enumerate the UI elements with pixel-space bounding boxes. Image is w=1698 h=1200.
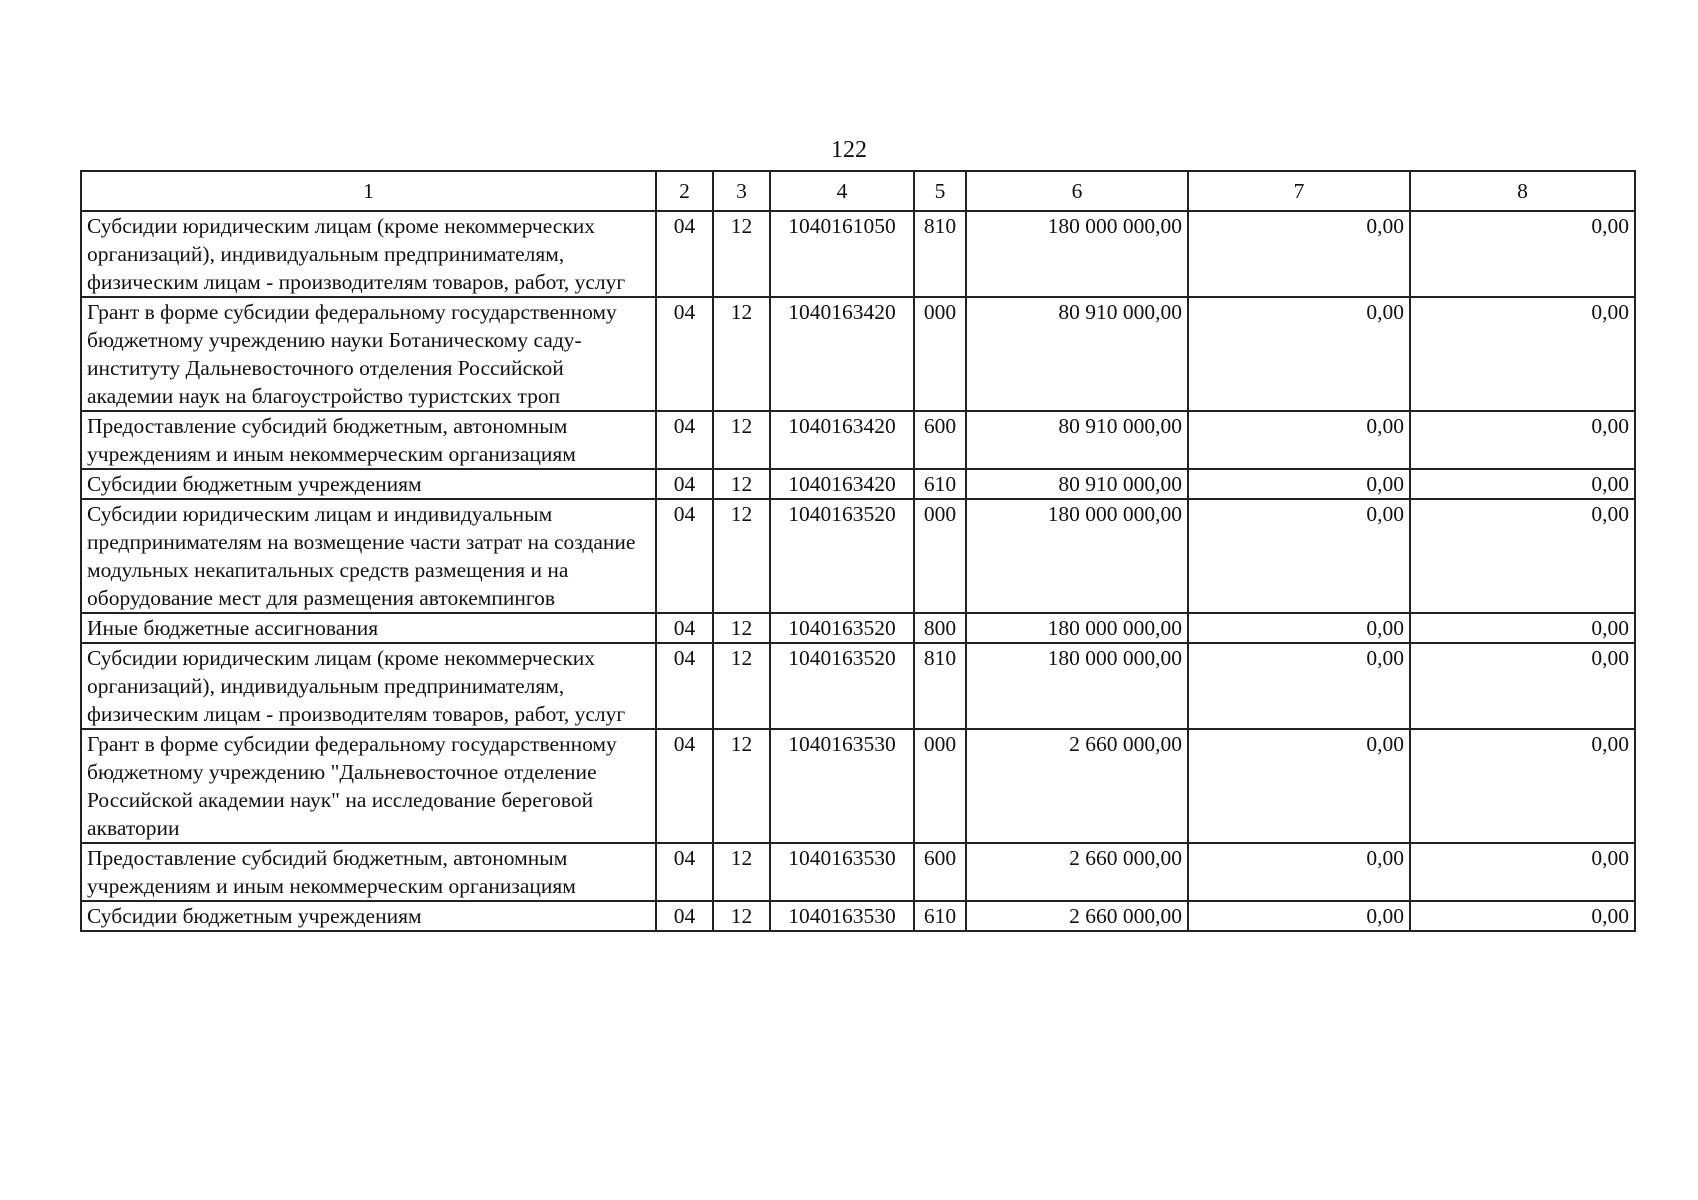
amount-col-8: 0,00 [1410,211,1635,297]
column-header: 8 [1410,171,1635,211]
expense-type-code: 000 [914,499,966,613]
amount-col-6: 180 000 000,00 [966,613,1188,643]
page-number: 122 [831,137,867,163]
amount-col-7: 0,00 [1188,499,1410,613]
amount-col-8: 0,00 [1410,469,1635,499]
subsection-code: 12 [713,297,770,411]
table-row [81,297,1635,411]
section-code: 04 [656,411,713,469]
table-row [81,469,1635,499]
column-header: 5 [914,171,966,211]
subsection-code: 12 [713,843,770,901]
header-row [81,171,1635,211]
subsection-code: 12 [713,499,770,613]
amount-col-6: 180 000 000,00 [966,211,1188,297]
section-code: 04 [656,613,713,643]
expense-type-code: 810 [914,211,966,297]
section-code: 04 [656,469,713,499]
amount-col-6: 180 000 000,00 [966,499,1188,613]
table-row [81,211,1635,297]
section-code: 04 [656,729,713,843]
amount-col-7: 0,00 [1188,729,1410,843]
amount-col-8: 0,00 [1410,901,1635,931]
amount-col-7: 0,00 [1188,211,1410,297]
subsection-code: 12 [713,613,770,643]
amount-col-7: 0,00 [1188,411,1410,469]
amount-col-8: 0,00 [1410,499,1635,613]
row-name: Субсидии юридическим лицам (кроме некоммерческих организаций), индивидуальным предпринимателям, физическим лицам - производителям товаров, работ, услуг [81,211,656,297]
expense-type-code: 600 [914,843,966,901]
section-code: 04 [656,211,713,297]
expense-type-code: 600 [914,411,966,469]
amount-col-7: 0,00 [1188,901,1410,931]
amount-col-7: 0,00 [1188,613,1410,643]
target-article-code: 1040163520 [770,613,914,643]
table-row [81,643,1635,729]
amount-col-6: 80 910 000,00 [966,469,1188,499]
subsection-code: 12 [713,901,770,931]
expense-type-code: 610 [914,901,966,931]
target-article-code: 1040163420 [770,411,914,469]
expense-type-code: 810 [914,643,966,729]
target-article-code: 1040163530 [770,729,914,843]
expense-type-code: 610 [914,469,966,499]
subsection-code: 12 [713,643,770,729]
amount-col-7: 0,00 [1188,843,1410,901]
section-code: 04 [656,643,713,729]
section-code: 04 [656,901,713,931]
column-header: 7 [1188,171,1410,211]
section-code: 04 [656,297,713,411]
amount-col-8: 0,00 [1410,729,1635,843]
amount-col-6: 2 660 000,00 [966,901,1188,931]
subsection-code: 12 [713,729,770,843]
amount-col-8: 0,00 [1410,411,1635,469]
amount-col-8: 0,00 [1410,643,1635,729]
subsection-code: 12 [713,469,770,499]
column-header: 3 [713,171,770,211]
row-name: Субсидии бюджетным учреждениям [81,469,656,499]
target-article-code: 1040163520 [770,499,914,613]
amount-col-6: 180 000 000,00 [966,643,1188,729]
section-code: 04 [656,499,713,613]
row-name: Предоставление субсидий бюджетным, автономным учреждениям и иным некоммерческим организациям [81,843,656,901]
row-name: Предоставление субсидий бюджетным, автономным учреждениям и иным некоммерческим организациям [81,411,656,469]
table-row [81,843,1635,901]
table-row [81,729,1635,843]
row-name: Субсидии юридическим лицам (кроме некоммерческих организаций), индивидуальным предпринимателям, физическим лицам - производителям товаров, работ, услуг [81,643,656,729]
row-name: Грант в форме субсидии федеральному государственному бюджетному учреждению "Дальневосточное отделение Российской академии наук" на исследование береговой акватории [81,729,656,843]
table-row [81,499,1635,613]
row-name: Субсидии юридическим лицам и индивидуальным предпринимателям на возмещение части затрат на создание модульных некапитальных средств размещения и на оборудование мест для размещения автокемпингов [81,499,656,613]
table-row [81,901,1635,931]
target-article-code: 1040163530 [770,901,914,931]
expense-type-code: 000 [914,297,966,411]
target-article-code: 1040163420 [770,469,914,499]
column-header: 4 [770,171,914,211]
amount-col-6: 80 910 000,00 [966,411,1188,469]
amount-col-6: 80 910 000,00 [966,297,1188,411]
amount-col-7: 0,00 [1188,469,1410,499]
row-name: Грант в форме субсидии федеральному государственному бюджетному учреждению науки Ботаническому саду-институту Дальневосточного отделения Российской академии наук на благоустройство туристских троп [81,297,656,411]
column-header: 1 [81,171,656,211]
amount-col-7: 0,00 [1188,297,1410,411]
amount-col-8: 0,00 [1410,843,1635,901]
table-row [81,411,1635,469]
target-article-code: 1040161050 [770,211,914,297]
amount-col-6: 2 660 000,00 [966,729,1188,843]
column-header: 2 [656,171,713,211]
amount-col-7: 0,00 [1188,643,1410,729]
amount-col-8: 0,00 [1410,297,1635,411]
expense-type-code: 000 [914,729,966,843]
expense-type-code: 800 [914,613,966,643]
subsection-code: 12 [713,211,770,297]
row-name: Иные бюджетные ассигнования [81,613,656,643]
section-code: 04 [656,843,713,901]
table-row [81,613,1635,643]
budget-table [80,170,1636,932]
target-article-code: 1040163520 [770,643,914,729]
column-header: 6 [966,171,1188,211]
row-name: Субсидии бюджетным учреждениям [81,901,656,931]
target-article-code: 1040163530 [770,843,914,901]
amount-col-8: 0,00 [1410,613,1635,643]
amount-col-6: 2 660 000,00 [966,843,1188,901]
subsection-code: 12 [713,411,770,469]
target-article-code: 1040163420 [770,297,914,411]
